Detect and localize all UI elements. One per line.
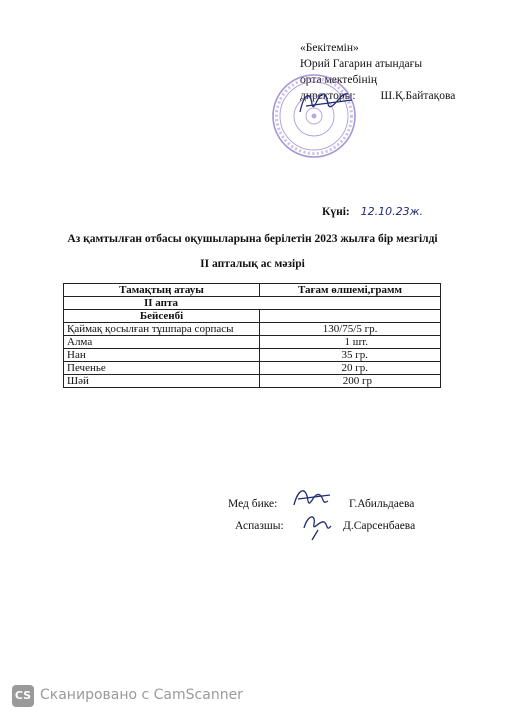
dish-name: Шәй: [64, 375, 260, 388]
dish-name: Нан: [64, 349, 260, 362]
camscanner-logo-icon: CS: [12, 685, 34, 707]
dish-name: Печенье: [64, 362, 260, 375]
menu-table: [63, 283, 441, 388]
week-row: [64, 297, 441, 310]
week-label: II апта: [64, 297, 441, 310]
date-label: Күні:: [322, 206, 350, 218]
dish-amount: 35 гр.: [260, 349, 441, 362]
table-row: [64, 349, 441, 362]
date-row: [322, 205, 423, 218]
cook-signature: [298, 508, 338, 542]
nurse-name: Г.Абильдаева: [349, 498, 415, 510]
table-row: [64, 362, 441, 375]
dish-amount: 20 гр.: [260, 362, 441, 375]
approval-heading: «Бекітемін»: [300, 42, 359, 54]
document-subtitle: II апталық ас мәзірі: [200, 258, 305, 270]
approval-school-line-2: орта мектебінің: [300, 74, 377, 86]
day-row: [64, 310, 441, 323]
dish-amount: 200 гр: [260, 375, 441, 388]
director-signature: [296, 84, 356, 118]
table-row: [64, 336, 441, 349]
document-title: Аз қамтылған отбасы оқушыларына берілетін 2023 жылға бір мезгілді: [67, 233, 438, 245]
table-row: [64, 323, 441, 336]
dish-name: Қаймақ қосылған тұшпара сорпасы: [64, 323, 260, 336]
dish-amount: 130/75/5 гр.: [260, 323, 441, 336]
director-name: Ш.Қ.Байтақова: [380, 90, 456, 102]
day-empty-cell: [260, 310, 441, 323]
day-label: Бейсенбі: [64, 310, 260, 323]
cook-role: Аспазшы:: [235, 520, 284, 532]
approval-school-line: Юрий Гагарин атындағы: [300, 58, 423, 70]
date-value: 12.10.23ж.: [360, 205, 424, 218]
header-dish-name: Тамақтың атауы: [64, 284, 260, 297]
header-portion-size: Тағам өлшемі,грамм: [260, 284, 441, 297]
nurse-role: Мед бике:: [228, 498, 278, 510]
cook-name: Д.Сарсенбаева: [343, 520, 416, 532]
director-title: директоры:: [300, 90, 356, 102]
dish-name: Алма: [64, 336, 260, 349]
scanner-watermark: [0, 675, 505, 720]
dish-amount: 1 шт.: [260, 336, 441, 349]
table-header-row: [64, 284, 441, 297]
table-row: [64, 375, 441, 388]
camscanner-text: Сканировано с CamScanner: [40, 687, 243, 703]
